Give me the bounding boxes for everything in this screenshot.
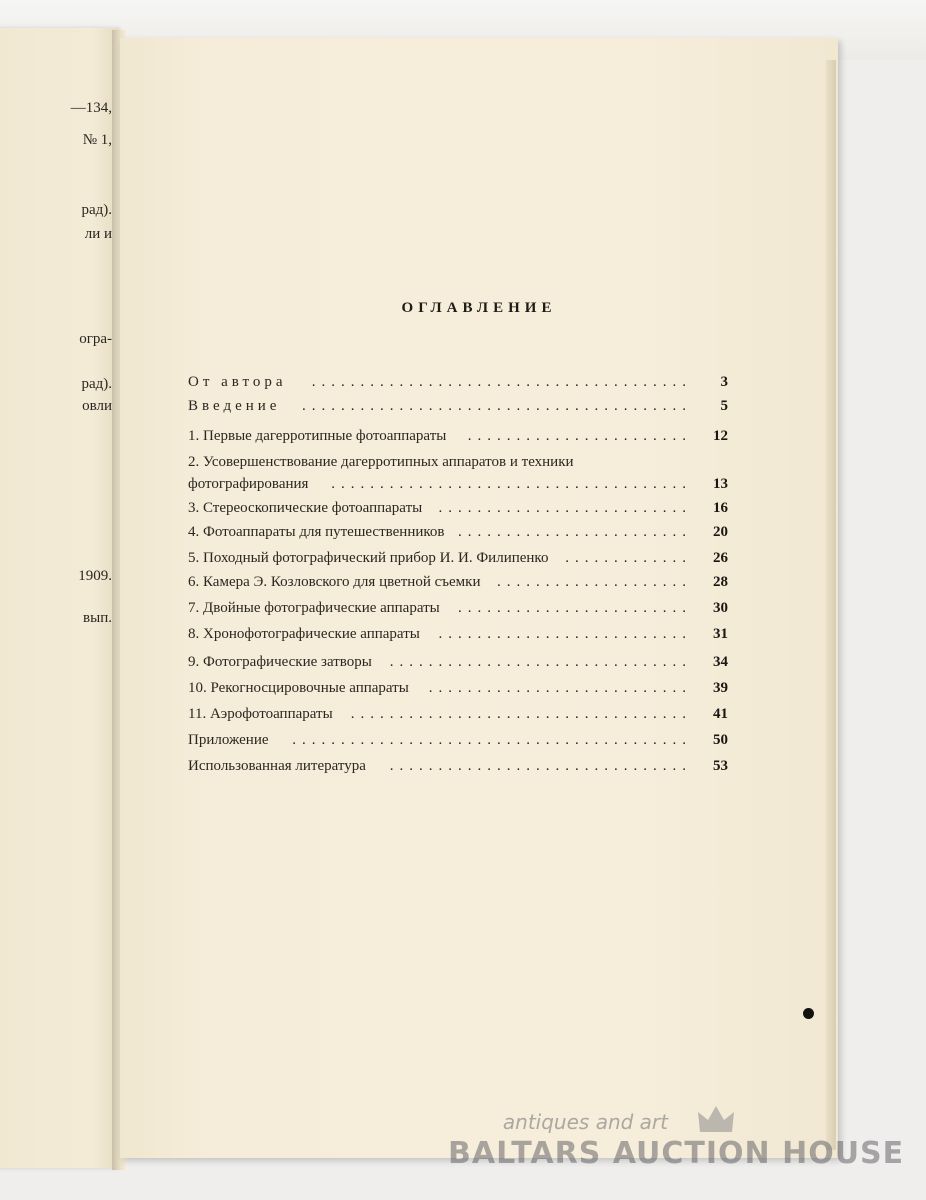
toc-entry: [188, 626, 728, 648]
toc-page-number: 50: [713, 732, 728, 748]
toc-leader-dots: ........................: [458, 600, 692, 616]
toc-leader-dots: ...................................: [350, 706, 692, 722]
toc-leader-dots: .......................................: [311, 374, 692, 390]
toc-page-number: 26: [713, 550, 728, 566]
toc-entry: [188, 500, 728, 522]
toc-page-number: 31: [713, 626, 728, 642]
toc-leader-dots: ...............................: [389, 654, 692, 670]
toc-entry: [188, 454, 728, 492]
right-page: [120, 38, 838, 1158]
toc-page-number: 28: [713, 574, 728, 590]
toc-entry-label: 2. Усовершенствование дагерротипных аппаратов и техники: [188, 454, 574, 470]
left-page-fragment: 1909.: [78, 568, 112, 584]
toc-entry-label: 6. Камера Э. Козловского для цветной съемки: [188, 574, 481, 590]
toc-entry-label: Приложение: [188, 732, 269, 748]
toc-page-number: 30: [713, 600, 728, 616]
toc-page-number: 34: [713, 654, 728, 670]
toc-entry-label: 8. Хронофотографические аппараты: [188, 626, 420, 642]
toc-leader-dots: ........................: [458, 524, 692, 540]
toc-entry-label: От автора: [188, 374, 287, 390]
left-page-fragment: —134,: [70, 100, 112, 116]
left-page-fragment: вып.: [83, 610, 112, 626]
toc-page-number: 53: [713, 758, 728, 774]
watermark-tagline: antiques and art: [502, 1110, 668, 1134]
toc-entry: [188, 600, 728, 622]
toc-entry: [188, 524, 728, 546]
left-page-fragment: рад).: [81, 376, 112, 392]
page-edge: [826, 60, 836, 1150]
left-page-fragment: рад).: [81, 202, 112, 218]
toc-entry-label: 3. Стереоскопические фотоаппараты: [188, 500, 423, 516]
toc-entry: [188, 574, 728, 596]
watermark-brand: BALTARS AUCTION HOUSE: [448, 1136, 905, 1171]
toc-page-number: 13: [713, 476, 728, 492]
toc-page-number: 20: [713, 524, 728, 540]
toc-entry: [188, 428, 728, 450]
toc-page-number: 41: [713, 706, 728, 722]
toc-page-number: 3: [720, 374, 728, 390]
left-page: [0, 28, 118, 1168]
toc-leader-dots: ....................: [497, 574, 692, 590]
toc-entry-label: 11. Аэрофотоаппараты: [188, 706, 333, 722]
toc-leader-dots: ..........................: [438, 626, 692, 642]
toc-page-number: 5: [720, 398, 728, 414]
toc-entry-label: 4. Фотоаппараты для путешественников: [188, 524, 445, 540]
toc-entry-label: 5. Походный фотографический прибор И. И. Филипенко: [188, 550, 549, 566]
toc-entry: [188, 654, 728, 676]
toc-entry-label: 9. Фотографические затворы: [188, 654, 372, 670]
toc-entry: [188, 732, 728, 754]
crown-icon: [696, 1102, 736, 1136]
toc-entry-label-continued: фотографирования: [188, 476, 309, 492]
toc-leader-dots: .............: [565, 550, 692, 566]
toc-leader-dots: .....................................: [331, 476, 692, 492]
toc-page-number: 12: [713, 428, 728, 444]
toc-entry: [188, 550, 728, 572]
left-page-fragment: овли: [82, 398, 112, 414]
toc-leader-dots: .........................................: [292, 732, 692, 748]
toc-entry-label: 1. Первые дагерротипные фотоаппараты: [188, 428, 447, 444]
toc-page-number: 16: [713, 500, 728, 516]
toc-page-number: 39: [713, 680, 728, 696]
toc-leader-dots: ..........................: [438, 500, 692, 516]
toc-leader-dots: .......................: [467, 428, 692, 444]
toc-entry-label: Использованная литература: [188, 758, 366, 774]
toc-entry: [188, 758, 728, 780]
toc-entry: [188, 706, 728, 728]
toc-entry-label: 7. Двойные фотографические аппараты: [188, 600, 440, 616]
toc-entry: [188, 374, 728, 396]
punch-hole: [803, 1008, 814, 1019]
left-page-fragment: огра-: [79, 331, 112, 347]
toc-entry: [188, 398, 728, 420]
toc-leader-dots: ........................................: [302, 398, 692, 414]
toc-entry: [188, 680, 728, 702]
left-page-fragment: № 1,: [82, 132, 112, 148]
left-page-fragment: ли и: [84, 226, 112, 242]
toc-entry-label: Введение: [188, 398, 281, 414]
toc-leader-dots: ...........................: [428, 680, 692, 696]
toc-entry-label: 10. Рекогносцировочные аппараты: [188, 680, 409, 696]
toc-leader-dots: ...............................: [389, 758, 692, 774]
toc-title: ОГЛАВЛЕНИЕ: [401, 300, 557, 316]
